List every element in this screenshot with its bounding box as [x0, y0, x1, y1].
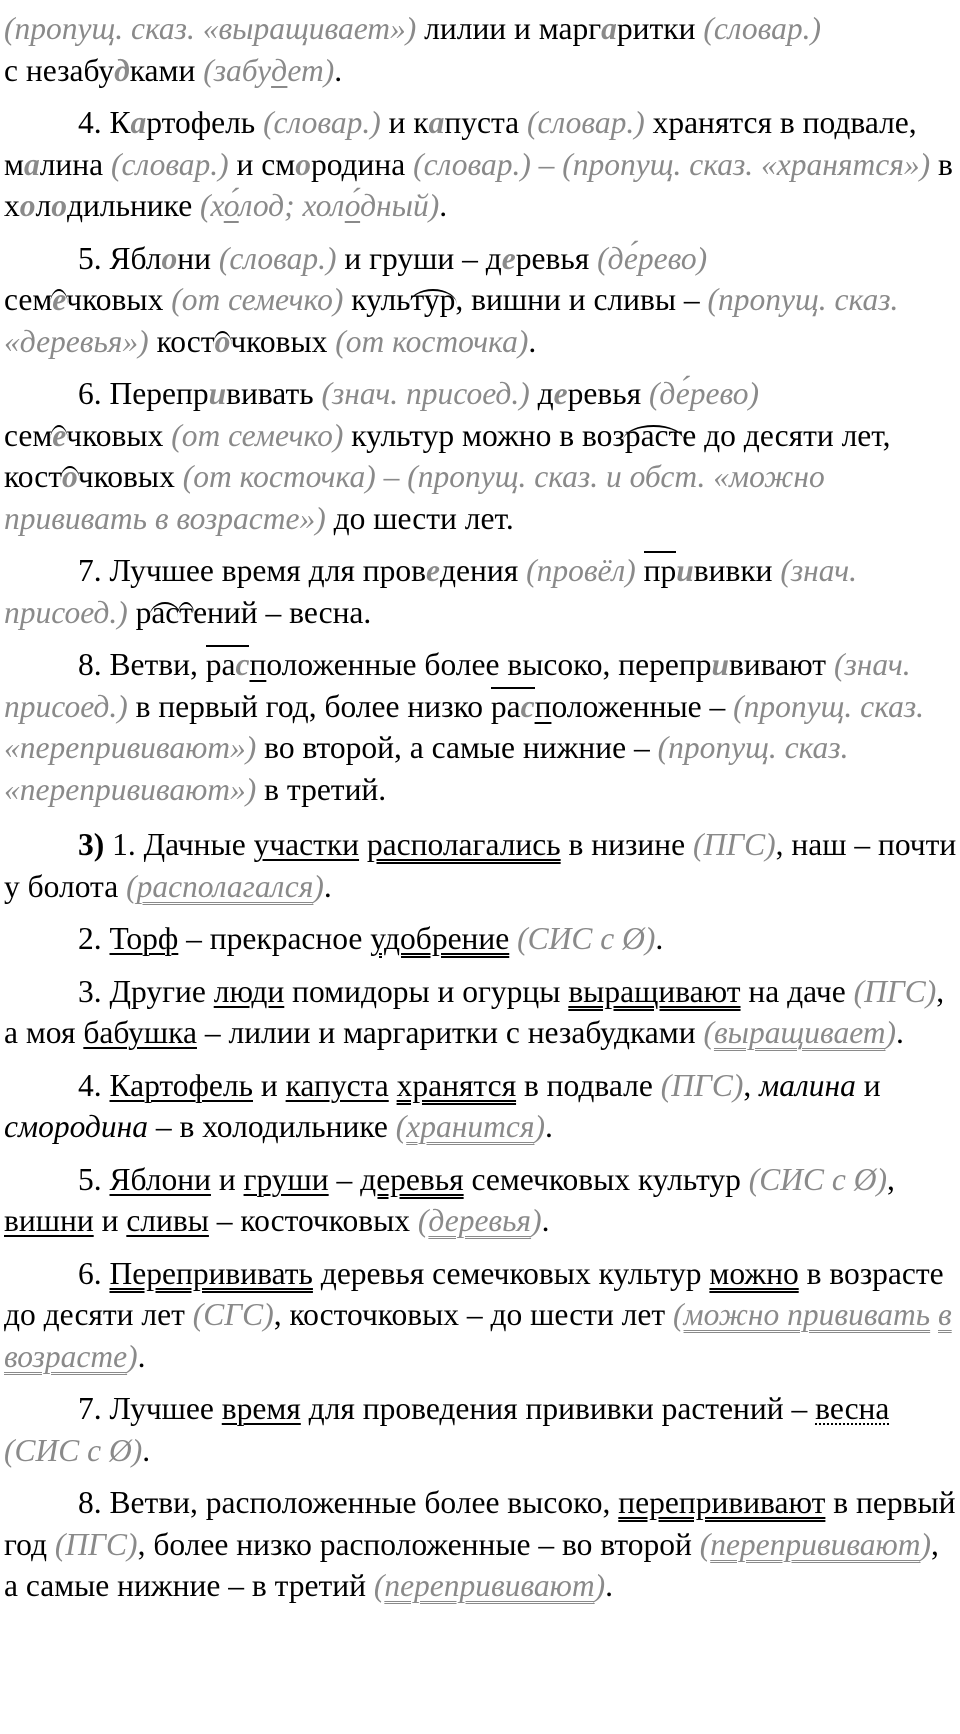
text: , а самые нижние – в третий	[4, 1526, 939, 1603]
text	[359, 827, 367, 862]
text: чковых	[77, 459, 183, 494]
vowel-root-mark: е	[52, 282, 67, 317]
text: 5.	[78, 1161, 110, 1197]
comment: ́лод; хол	[238, 188, 345, 223]
text: ками	[129, 52, 204, 88]
comment: (ПГС)	[693, 827, 776, 862]
text: куль	[343, 282, 411, 317]
section-3-item-1	[4, 824, 958, 907]
comment: (словар.)	[218, 240, 337, 276]
subject: Картофель	[109, 1067, 253, 1103]
comment: (ПГС)	[853, 973, 937, 1009]
vowel-root-mark: е	[52, 417, 67, 453]
comment: (от косточка) – (пропущ. сказ. и обст. «можно прививать в возрасте»)	[4, 459, 825, 536]
comment: )	[313, 868, 324, 904]
text: ,	[887, 1161, 895, 1197]
text: деревья семечковых культур	[312, 1255, 710, 1291]
next-letter: п	[249, 647, 267, 682]
comment: (ПГС)	[660, 1067, 744, 1103]
comment: (х	[200, 188, 224, 223]
text: и см	[228, 146, 296, 182]
text: в подвале	[516, 1067, 661, 1103]
comment: (	[703, 1015, 714, 1050]
subject: вишни	[4, 1203, 94, 1238]
root-mark: раст	[624, 417, 683, 453]
text: .	[528, 323, 537, 359]
text: 4.	[78, 1067, 110, 1103]
comment: (	[395, 1109, 407, 1144]
text: 6.	[78, 1255, 110, 1291]
comment: (от семечко)	[171, 282, 344, 317]
predicate: деревья	[360, 1161, 464, 1197]
text: , наш – почти у болота	[4, 827, 957, 904]
comment: (знач. присоед.)	[4, 647, 911, 724]
comment: (СИС с Ø)	[748, 1161, 888, 1197]
text: сем	[4, 417, 53, 453]
omitted-predicate: хранится	[406, 1109, 535, 1144]
text: ритки	[616, 11, 704, 46]
text: чковых	[66, 282, 172, 317]
text: во второй, а самые нижние –	[256, 730, 658, 765]
comment: (	[699, 1526, 711, 1562]
comment: (	[126, 868, 137, 904]
comment: ет)	[287, 52, 335, 88]
subject-italic: малина	[759, 1067, 856, 1103]
section-number: 3)	[78, 827, 105, 862]
omitted-predicate: можно прививать	[683, 1297, 931, 1332]
text	[509, 921, 517, 956]
comment: (СИС с Ø)	[4, 1432, 143, 1468]
omitted-predicate: располагался	[136, 868, 314, 904]
text: .	[142, 1432, 151, 1468]
comment: (словар.) – (пропущ. сказ. «хранятся»)	[413, 146, 931, 182]
section-3-item-7	[4, 1388, 958, 1471]
vowel: е	[553, 376, 568, 411]
vowel: о	[19, 188, 36, 223]
prefix-mark: ра	[205, 647, 236, 682]
comment: (пропущ. сказ. «выращивает»)	[4, 11, 417, 46]
text: 4. К	[78, 105, 131, 140]
comment: (словар.)	[527, 105, 645, 140]
vowel: е	[501, 240, 516, 276]
omitted-predicate: деревья	[428, 1203, 532, 1238]
vowel: е	[426, 553, 440, 588]
text: лина	[39, 146, 111, 182]
text: пуста	[444, 105, 528, 140]
text: , косточковых – до шести лет	[273, 1297, 674, 1332]
text: на даче	[740, 973, 854, 1009]
text: дильнике	[66, 188, 201, 223]
text: – прекрасное	[178, 921, 371, 956]
vowel: и	[676, 553, 694, 588]
text: е до десяти лет, кост	[4, 417, 891, 494]
text: семечковых культур	[463, 1161, 749, 1197]
comment: (де́рево)	[597, 240, 708, 276]
prefix-consonant: с	[520, 688, 535, 724]
comment: (СИС с Ø)	[517, 921, 656, 956]
text: и	[93, 1203, 127, 1238]
text: 7. Лучшее	[78, 1391, 222, 1426]
text: оложенные более высоко, перепр	[266, 647, 712, 682]
comment-letter: о	[344, 188, 361, 223]
text: 1. Дачные	[104, 827, 254, 862]
text: ртофель	[146, 105, 264, 140]
prefix-consonant: с	[235, 647, 250, 682]
text: в возрасте до десяти лет	[4, 1255, 944, 1332]
vowel: и	[711, 647, 730, 682]
text: в первый год, более низко	[127, 688, 491, 724]
root-mark: т	[179, 594, 194, 630]
comment	[930, 1297, 938, 1332]
text: чковых	[66, 417, 172, 453]
text: ревья	[515, 240, 598, 276]
omitted-predicate: выращивает	[713, 1015, 886, 1050]
vowel-root-mark: о	[214, 323, 231, 359]
subject: Яблони	[109, 1161, 211, 1197]
text: хранятся в подвале, м	[4, 105, 917, 182]
comment: (знач. присоед.)	[4, 553, 858, 630]
text: в х	[4, 146, 953, 223]
comment: (от косточка)	[335, 323, 529, 359]
text: с незабу	[4, 52, 115, 88]
vowel: а	[23, 146, 40, 182]
text: .	[896, 1015, 904, 1050]
text: – в холодильнике	[147, 1109, 396, 1144]
text: .	[137, 1338, 146, 1374]
text: оложенные –	[551, 688, 734, 724]
text: 5. Ябл	[78, 240, 162, 276]
comment: )	[920, 1526, 932, 1562]
subject: бабушка	[83, 1015, 197, 1050]
text: и груши – д	[336, 240, 502, 276]
vowel: о	[295, 146, 311, 182]
text: 8. Ветви, расположенные более высоко,	[78, 1485, 619, 1520]
comment-letter: д	[271, 52, 288, 88]
comment: (де́рево)	[648, 376, 759, 411]
text: .	[439, 188, 448, 223]
comment: (провёл)	[526, 553, 636, 588]
text: .	[541, 1203, 550, 1238]
text: ,	[743, 1067, 760, 1103]
text: – лилии и маргаритки с незабудками	[196, 1015, 704, 1050]
prefix-mark: пр	[643, 553, 677, 588]
prefix-mark: ра	[490, 688, 521, 724]
text: .	[605, 1568, 614, 1603]
omitted-predicate: в возрасте	[4, 1297, 952, 1374]
comment: (словар.)	[703, 11, 821, 46]
text: и	[210, 1161, 244, 1197]
text: 7. Лучшее время для пров	[78, 553, 427, 588]
comment: (СГС)	[192, 1297, 274, 1332]
root-mark: тур	[410, 282, 456, 317]
text: ни	[177, 240, 219, 276]
text: в третий.	[256, 771, 387, 807]
text: чковых	[230, 323, 336, 359]
text: вивки	[693, 553, 781, 588]
predicate: удобрение	[370, 921, 510, 956]
comment: )	[531, 1203, 542, 1238]
paragraph-4	[4, 102, 958, 227]
vowel: а	[601, 11, 617, 46]
text: лилии и марг	[416, 11, 602, 46]
vowel: о	[51, 188, 67, 223]
text: ений – весна.	[193, 594, 372, 630]
text: – косточковых	[208, 1203, 418, 1238]
vowel: д	[114, 52, 130, 88]
text: –	[328, 1161, 361, 1197]
text	[636, 553, 644, 588]
vowel-root-mark: о	[62, 459, 78, 494]
text: .	[655, 921, 664, 956]
comment: (ПГС)	[54, 1526, 138, 1562]
text: культур можно в воз	[343, 417, 625, 453]
comment: (пропущ. сказ. «деревья»)	[4, 282, 899, 359]
paragraph-3-continuation	[4, 8, 958, 91]
predicate: выращивают	[568, 973, 741, 1009]
omitted-predicate: перепрививают	[710, 1526, 921, 1562]
paragraph-6	[4, 373, 958, 539]
text: 6. Перепр	[78, 376, 209, 411]
text: помидоры и огурцы	[284, 973, 569, 1009]
subject: капуста	[285, 1067, 389, 1103]
text: р	[127, 594, 152, 630]
section-3-item-8	[4, 1482, 958, 1607]
text: в первый год	[4, 1485, 956, 1562]
text: , более низко расположенные – во второй	[137, 1526, 700, 1562]
paragraph-5	[4, 238, 958, 363]
subject: Торф	[109, 921, 179, 956]
text: для проведения прививки растений –	[300, 1391, 816, 1426]
section-3-item-3	[4, 971, 958, 1054]
text: 3. Другие	[78, 973, 214, 1009]
comment: (	[373, 1568, 385, 1603]
comment: )	[594, 1568, 606, 1603]
predicate: хранятся	[396, 1067, 517, 1103]
subject: люди	[213, 973, 285, 1009]
comment: (	[417, 1203, 429, 1238]
section-3-item-6	[4, 1253, 958, 1378]
text: и	[855, 1067, 881, 1103]
vowel: о	[161, 240, 178, 276]
vowel: а	[130, 105, 147, 140]
paragraph-7	[4, 550, 958, 633]
subject: время	[221, 1391, 301, 1426]
text: л	[35, 188, 52, 223]
subject-italic: смородина	[4, 1109, 148, 1144]
text: вивать	[226, 376, 322, 411]
vowel: и	[208, 376, 227, 411]
predicate: перепрививают	[618, 1485, 826, 1520]
comment: (пропущ. сказ. «перепрививают»)	[4, 730, 849, 807]
text: в низине	[560, 827, 693, 862]
text: 8. Ветви,	[78, 647, 206, 682]
text	[389, 1068, 397, 1103]
paragraph-8	[4, 644, 958, 810]
comment: )	[885, 1015, 897, 1050]
comment: (пропущ. сказ. «перепрививают»)	[4, 688, 925, 765]
text: д	[529, 376, 554, 411]
text: и	[253, 1067, 286, 1103]
predicate: Перепрививать	[109, 1255, 313, 1291]
text: ревья	[567, 376, 649, 411]
comment-letter: о	[223, 188, 239, 223]
text: до шести лет.	[325, 500, 514, 536]
predicate: можно	[709, 1255, 799, 1291]
subject: сливы	[126, 1203, 209, 1238]
vowel: а	[428, 105, 445, 140]
text: кост	[148, 323, 215, 359]
text: , вишни и сливы –	[455, 282, 708, 317]
text: .	[544, 1109, 553, 1144]
text: .	[334, 52, 343, 88]
comment: (от семечко)	[171, 417, 344, 453]
comment: )	[127, 1338, 138, 1374]
subject: участки	[253, 827, 360, 862]
root-mark: ас	[151, 594, 180, 630]
text: .	[323, 868, 332, 904]
text: родина	[310, 146, 414, 182]
section-3-item-2	[4, 918, 958, 960]
text: вивают	[729, 647, 834, 682]
predicate: располагались	[366, 827, 561, 862]
text: и к	[380, 105, 429, 140]
next-letter: п	[534, 688, 552, 724]
predicate-dotted: весна	[815, 1391, 890, 1426]
subject: груши	[243, 1161, 329, 1197]
comment: (	[673, 1297, 684, 1332]
text: , а моя	[4, 973, 945, 1050]
text: 2.	[78, 921, 110, 956]
comment: (словар.)	[110, 146, 229, 182]
comment: (забу	[203, 52, 272, 88]
comment: ́дный)	[360, 188, 440, 223]
section-3-item-4	[4, 1065, 958, 1148]
comment: )	[534, 1109, 545, 1144]
comment: (словар.)	[263, 105, 381, 140]
omitted-predicate: перепрививают	[384, 1568, 595, 1603]
text: дения	[440, 553, 527, 588]
section-3-item-5	[4, 1159, 958, 1242]
comment: (знач. присоед.)	[321, 376, 530, 411]
text: сем	[4, 282, 53, 317]
